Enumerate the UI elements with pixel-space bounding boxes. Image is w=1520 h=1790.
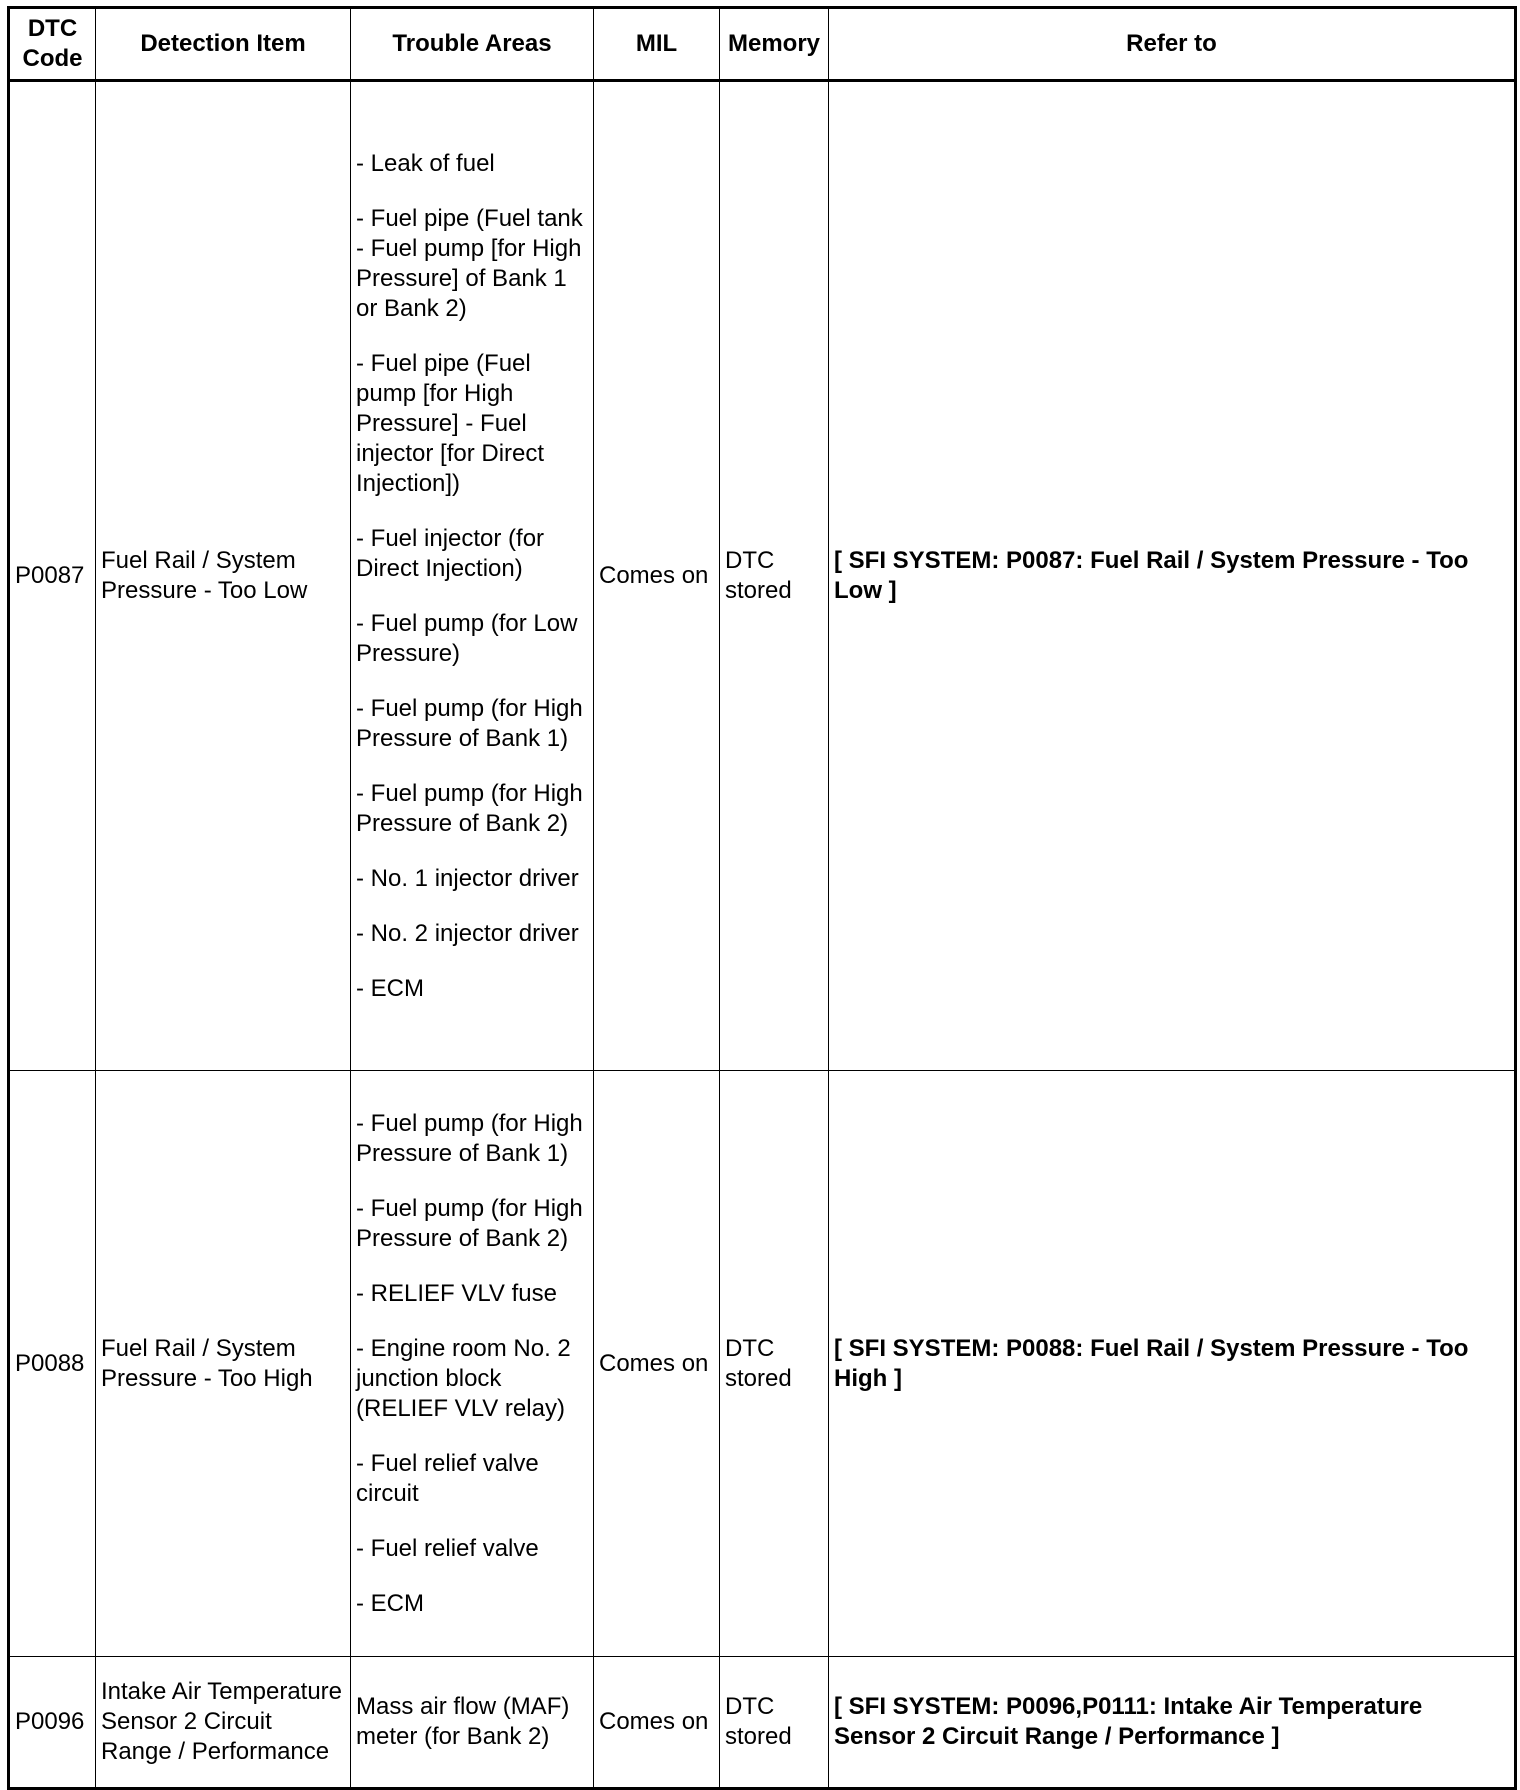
dtc-code-cell: P0096 [9,1657,96,1789]
header-refer-to: Refer to [829,8,1516,81]
memory-cell: DTC stored [720,1071,829,1657]
header-row [9,8,1516,81]
trouble-area-item: - Engine room No. 2 junction block (RELIEF VLV relay) [356,1334,571,1422]
mil-cell: Comes on [594,1657,720,1789]
table-row [9,1071,1516,1657]
trouble-areas-cell [351,1071,594,1657]
mil-cell: Comes on [594,81,720,1071]
trouble-area-item: - Fuel pump (for High Pressure of Bank 2) [356,1194,583,1252]
trouble-area-item: - Leak of fuel [356,149,495,177]
header-mil: MIL [594,8,720,81]
refer-to-cell: [ SFI SYSTEM: P0088: Fuel Rail / System Pressure - Too High ] [829,1071,1516,1657]
trouble-areas-cell [351,81,594,1071]
trouble-area-item: - Fuel relief valve [356,1534,539,1562]
header-dtc-code [9,8,96,81]
trouble-areas-cell [351,1657,594,1789]
header-detection-item: Detection Item [96,8,351,81]
header-dtc-code-line2: Code [22,45,83,72]
trouble-area-item: - Fuel relief valve circuit [356,1449,539,1507]
header-memory: Memory [720,8,829,81]
trouble-area-item: - Fuel pipe (Fuel pump [for High Pressure] - Fuel injector [for Direct Injection]) [356,349,545,497]
dtc-code-cell: P0087 [9,81,96,1071]
trouble-area-item: - No. 1 injector driver [356,864,579,892]
header-dtc-code-line1: DTC [27,15,78,42]
table-row [9,1657,1516,1789]
dtc-table [7,6,1517,1790]
detection-item-cell: Fuel Rail / System Pressure - Too Low [96,81,351,1071]
trouble-area-item: - RELIEF VLV fuse [356,1279,557,1307]
memory-cell: DTC stored [720,1657,829,1789]
table-row [9,81,1516,1071]
trouble-area-item: - ECM [356,1589,424,1617]
mil-cell: Comes on [594,1071,720,1657]
trouble-area-item: - No. 2 injector driver [356,919,579,947]
trouble-area-item: - Fuel pump (for High Pressure of Bank 1) [356,694,583,752]
trouble-area-item: - Fuel pump (for High Pressure of Bank 2) [356,779,583,837]
detection-item-cell: Fuel Rail / System Pressure - Too High [96,1071,351,1657]
header-trouble-areas: Trouble Areas [351,8,594,81]
memory-cell: DTC stored [720,81,829,1071]
trouble-area-item: - ECM [356,974,424,1002]
dtc-code-cell: P0088 [9,1071,96,1657]
refer-to-cell: [ SFI SYSTEM: P0096,P0111: Intake Air Temperature Sensor 2 Circuit Range / Performance ] [829,1657,1516,1789]
trouble-area-item: - Fuel injector (for Direct Injection) [356,524,545,582]
trouble-area-item: - Fuel pipe (Fuel tank - Fuel pump [for High Pressure] of Bank 1 or Bank 2) [356,204,583,322]
trouble-area-item: Mass air flow (MAF) meter (for Bank 2) [356,1693,570,1750]
refer-to-cell: [ SFI SYSTEM: P0087: Fuel Rail / System Pressure - Too Low ] [829,81,1516,1071]
trouble-area-item: - Fuel pump (for Low Pressure) [356,609,578,667]
trouble-area-item: - Fuel pump (for High Pressure of Bank 1) [356,1109,583,1167]
detection-item-cell: Intake Air Temperature Sensor 2 Circuit Range / Performance [96,1657,351,1789]
